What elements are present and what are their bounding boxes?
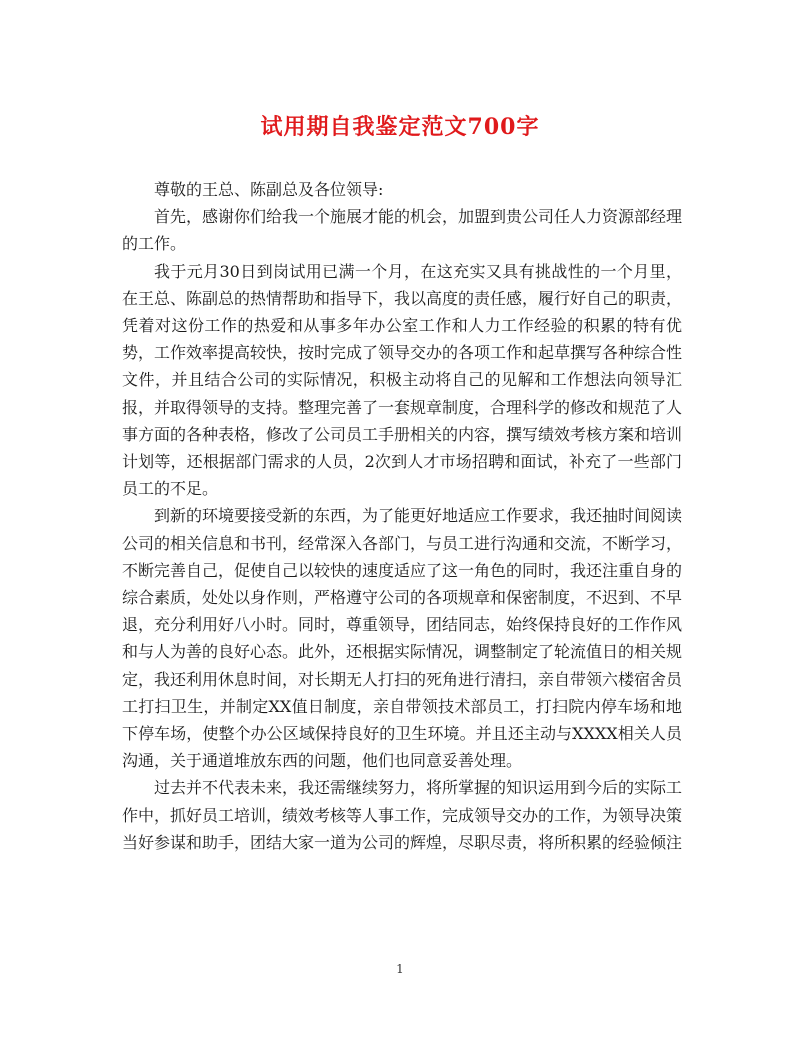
body-paragraph: 过去并不代表未来，我还需继续努力，将所掌握的知识运用到今后的实际工作中，抓好员工培训，绩效考核等人事工作，完成领导交办的工作，为领导决策当好参谋和助手，团结大家一道为公司的辉煌，尽职尽责，将所积累的经验倾注 [122,778,683,852]
greeting-paragraph: 尊敬的王总、陈副总及各位领导: [154,180,384,199]
page-number: 1 [396,962,404,976]
body-paragraph: 我于元月30日到岗试用已满一个月，在这充实又具有挑战性的一个月里，在王总、陈副总的热情帮助和指导下，我以高度的责任感，履行好自己的职责，凭着对这份工作的热爱和从事多年办公室工作和人力工作经验的积累的特有优势，工作效率提高较快，按时完成了领导交办的各项工作和起草撰写各种综合性文件，并且结合公司的实际情况，积极主动将自己的见解和工作想法向领导汇报，并取得领导的支持。整理完善了一套规章制度，合理科学的修改和规范了人事方面的各种表格，修改了公司员工手册相关的内容，撰写绩效考核方案和培训计划等，还根据部门需求的人员，2次到人才市场招聘和面试，补充了一些部门员工的不足。 [122,261,683,499]
body-paragraph: 到新的环境要接受新的东西，为了能更好地适应工作要求，我还抽时间阅读公司的相关信息和书刊，经常深入各部门，与员工进行沟通和交流，不断学习，不断完善自己，促使自己以较快的速度适应了这一角色的同时，我还注重自身的综合素质，处处以身作则，严格遵守公司的各项规章和保密制度，不迟到、不早退，充分利用好八小时。同时，尊重领导，团结同志，始终保持良好的工作作风和与人为善的良好心态。此外，还根据实际情况，调整制定了轮流值日的相关规定，我还利用休息时间，对长期无人打扫的死角进行清扫，亲自带领六楼宿舍员工打扫卫生，并制定XX值日制度，亲自带领技术部员工，打扫院内停车场和地下停车场，使整个办公区域保持良好的卫生环境。并且还主动与XXXX相关人员沟通，关于通道堆放东西的问题，他们也同意妥善处理。 [122,506,683,771]
document-title: 试用期自我鉴定范文700字 [260,114,540,140]
body-paragraph: 首先，感谢你们给我一个施展才能的机会，加盟到贵公司任人力资源部经理的工作。 [122,207,683,254]
document-body [122,176,682,856]
